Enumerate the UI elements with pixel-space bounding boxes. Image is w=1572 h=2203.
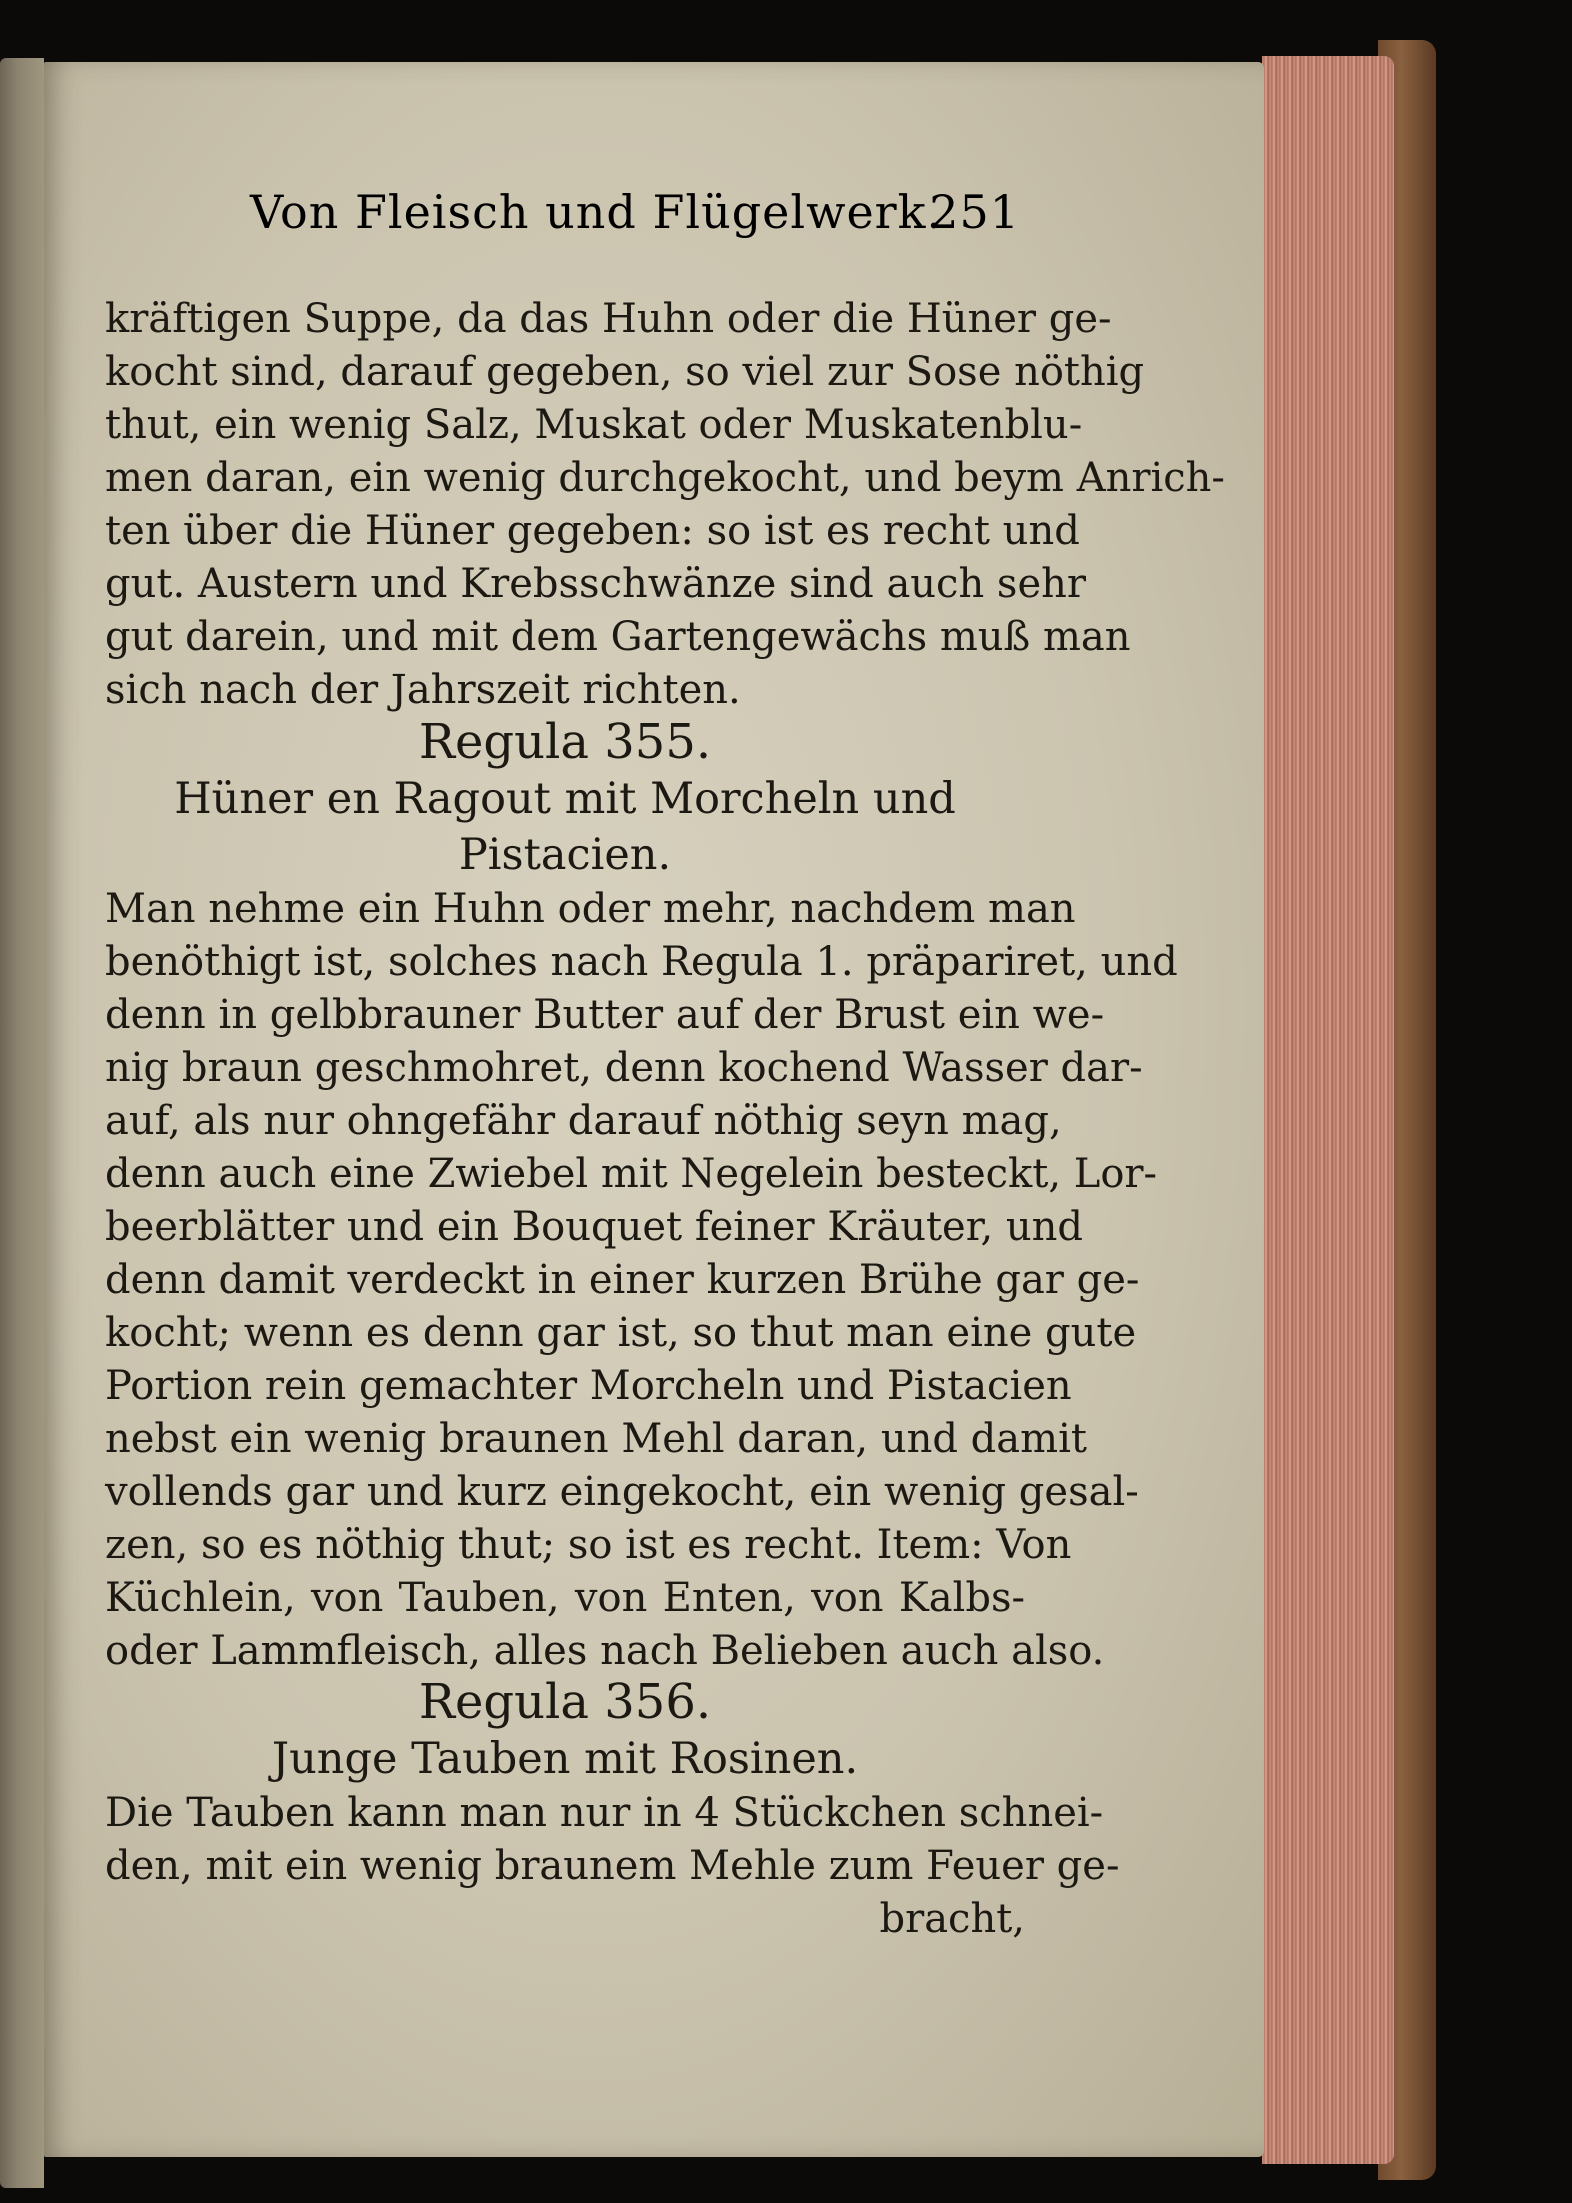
text-line: men daran, ein wenig durchgekocht, und beym Anrich- [105, 455, 1225, 501]
text-line: ten über die Hüner gegeben: so ist es recht und [105, 508, 1080, 554]
page-stack-edge [1262, 56, 1394, 2164]
text-line: zen, so es nöthig thut; so ist es recht. Item: Von [105, 1522, 1072, 1568]
text-line: nig braun geschmohret, denn kochend Wasser dar- [105, 1045, 1143, 1091]
text-line: thut, ein wenig Salz, Muskat oder Muskatenblu- [105, 402, 1083, 448]
previous-page-edge [0, 58, 44, 2188]
text-line: gut darein, und mit dem Gartengewächs muß man [105, 614, 1131, 660]
page-number: 251 [929, 185, 1020, 239]
text-line: denn in gelbbrauner Butter auf der Brust ein we- [105, 992, 1105, 1038]
regula-355-title-line1: Hüner en Ragout mit Morcheln und [174, 774, 956, 824]
regula-356-title: Junge Tauben mit Rosinen. [271, 1734, 859, 1784]
text-line: kräftigen Suppe, da das Huhn oder die Hüner ge- [105, 296, 1112, 342]
text-line: gut. Austern und Krebsschwänze sind auch sehr [105, 561, 1087, 607]
text-line: Küchlein, von Tauben, von Enten, von Kalbs- [105, 1575, 1025, 1621]
text-line: Man nehme ein Huhn oder mehr, nachdem man [105, 886, 1076, 932]
text-line: beerblätter und ein Bouquet feiner Kräuter, und [105, 1204, 1084, 1250]
text-line: denn auch eine Zwiebel mit Negelein besteckt, Lor- [105, 1151, 1158, 1197]
text-line: vollends gar und kurz eingekocht, ein wenig gesal- [105, 1469, 1139, 1515]
text-line: Portion rein gemachter Morcheln und Pistacien [105, 1363, 1072, 1409]
text-line: denn damit verdeckt in einer kurzen Brühe gar ge- [105, 1257, 1140, 1303]
text-line: Die Tauben kann man nur in 4 Stückchen schnei- [105, 1790, 1104, 1836]
catchword: bracht, [879, 1896, 1025, 1942]
text-line: kocht; wenn es denn gar ist, so thut man eine gute [105, 1310, 1137, 1356]
regula-356-number: Regula 356. [418, 1674, 712, 1730]
regula-355-title-line2: Pistacien. [458, 830, 672, 880]
text-line: nebst ein wenig braunen Mehl daran, und damit [105, 1416, 1087, 1462]
text-line: den, mit ein wenig braunem Mehle zum Feuer ge- [105, 1843, 1120, 1889]
text-line: benöthigt ist, solches nach Regula 1. präpariret, und [105, 939, 1178, 985]
text-line: oder Lammfleisch, alles nach Belieben auch also. [105, 1628, 1105, 1674]
regula-355-number: Regula 355. [418, 714, 712, 770]
text-line: auf, als nur ohngefähr darauf nöthig seyn mag, [105, 1098, 1062, 1144]
running-header [250, 185, 1020, 255]
text-line: sich nach der Jahrszeit richten. [105, 667, 741, 713]
text-line: kocht sind, darauf gegeben, so viel zur Sose nöthig [105, 349, 1145, 395]
running-title: Von Fleisch und Flügelwerk. [250, 185, 943, 239]
